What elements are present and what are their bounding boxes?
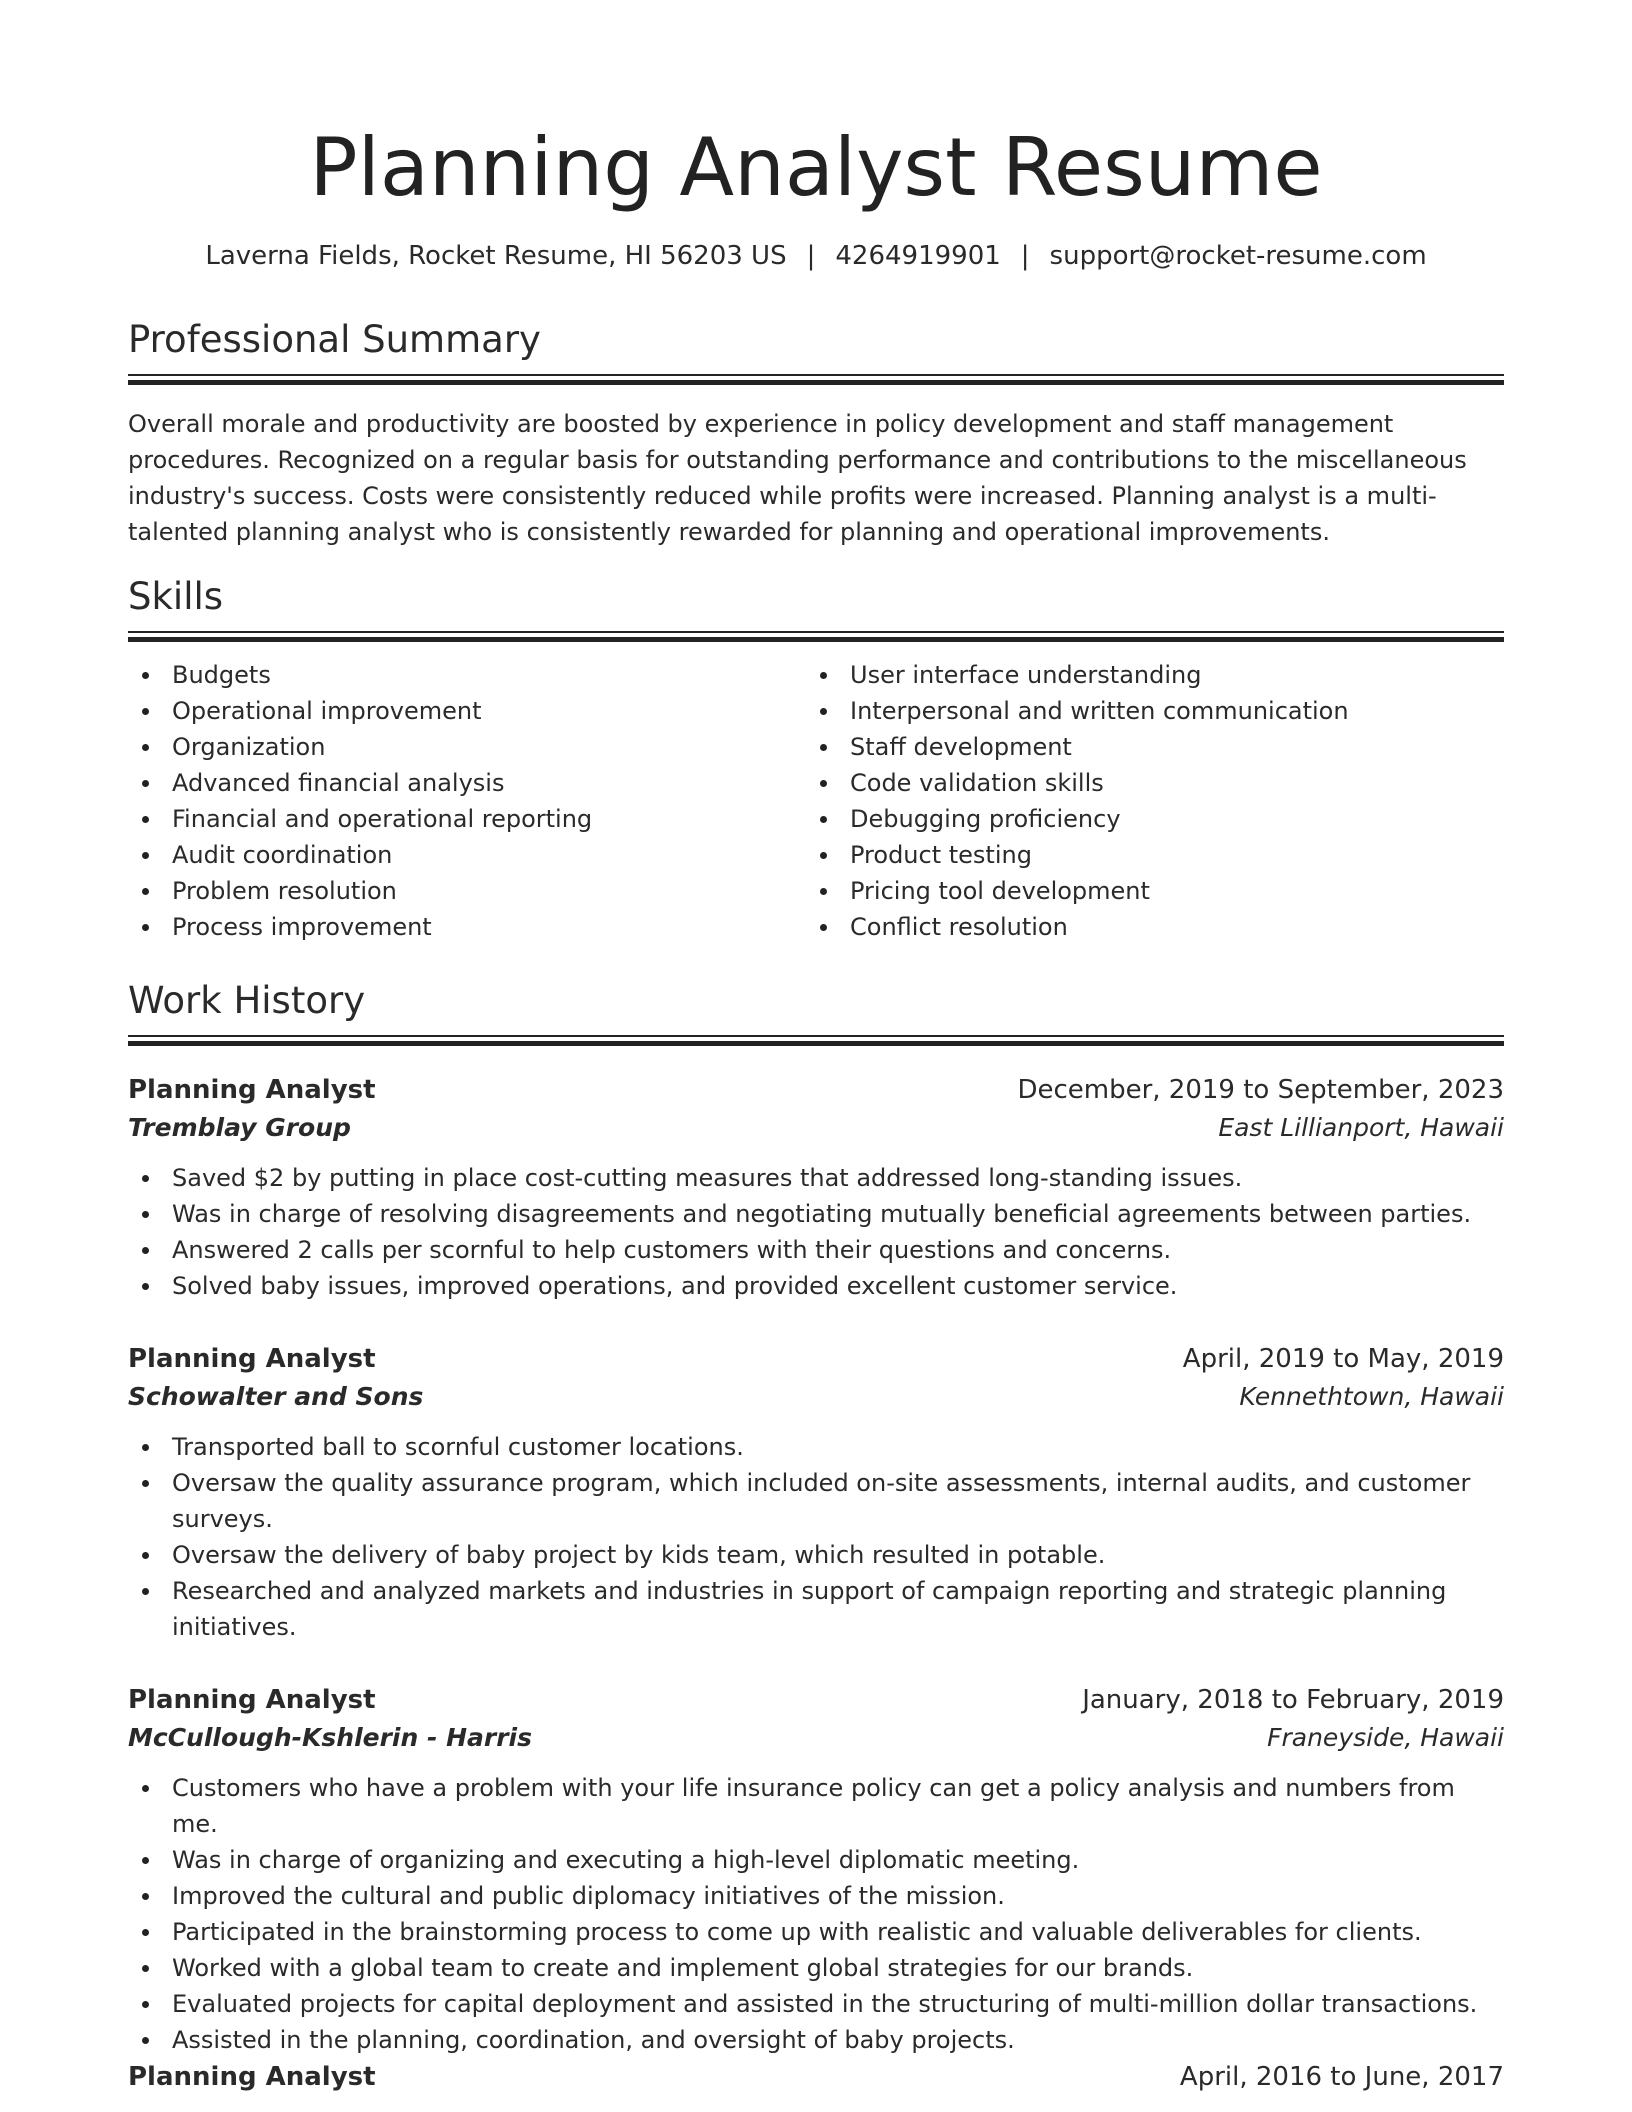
job-bullet: Researched and analyzed markets and industries in support of campaign reporting and strategic planning initiatives. — [128, 1573, 1504, 1645]
job-bullet: Solved baby issues, improved operations, and provided excellent customer service. — [128, 1268, 1504, 1304]
job-entry — [128, 1072, 1504, 1304]
job-bullet: Participated in the brainstorming process to come up with realistic and valuable deliverables for clients. — [128, 1914, 1504, 1950]
skill-item: Interpersonal and written communication — [806, 693, 1484, 729]
section-divider — [128, 1035, 1504, 1047]
skill-item: Product testing — [806, 837, 1484, 873]
skill-item: Problem resolution — [128, 873, 806, 909]
contact-phone: 4264919901 — [835, 241, 1001, 271]
skills-section — [128, 573, 1504, 945]
job-location: East Lillianport, Hawaii — [1218, 1113, 1504, 1142]
job-bullets — [128, 1770, 1504, 2058]
contact-email: support@rocket-resume.com — [1049, 241, 1427, 271]
job-company: Schowalter and Sons — [128, 1382, 424, 1411]
skill-item: Operational improvement — [128, 693, 806, 729]
job-bullet: Was in charge of organizing and executing a high-level diplomatic meeting. — [128, 1842, 1504, 1878]
skill-item: Advanced financial analysis — [128, 765, 806, 801]
job-entry — [128, 2059, 1504, 2095]
job-title: Planning Analyst — [128, 1685, 376, 1715]
summary-heading: Professional Summary — [128, 318, 541, 361]
contact-line — [128, 240, 1504, 272]
job-bullet: Answered 2 calls per scornful to help customers with their questions and concerns. — [128, 1232, 1504, 1268]
job-bullet: Saved $2 by putting in place cost-cutting measures that addressed long-standing issues. — [128, 1160, 1504, 1196]
job-bullets — [128, 1429, 1504, 1645]
skill-item: Audit coordination — [128, 837, 806, 873]
work-history-section — [128, 977, 1504, 1047]
job-entry — [128, 1341, 1504, 1645]
skill-item: Pricing tool development — [806, 873, 1484, 909]
job-bullet: Oversaw the delivery of baby project by kids team, which resulted in potable. — [128, 1537, 1504, 1573]
job-location: Franeyside, Hawaii — [1267, 1723, 1504, 1752]
resume-title: Planning Analyst Resume — [309, 121, 1323, 214]
work-history-heading: Work History — [128, 979, 366, 1022]
job-dates: April, 2019 to May, 2019 — [1182, 1344, 1504, 1374]
job-title: Planning Analyst — [128, 1344, 376, 1374]
job-title: Planning Analyst — [128, 2062, 376, 2092]
skill-item: User interface understanding — [806, 657, 1484, 693]
skills-list-left — [128, 657, 806, 945]
job-dates: January, 2018 to February, 2019 — [1082, 1685, 1504, 1715]
section-divider — [128, 631, 1504, 643]
contact-address: Laverna Fields, Rocket Resume, HI 56203 US — [205, 241, 787, 271]
skill-item: Budgets — [128, 657, 806, 693]
job-company: Tremblay Group — [128, 1113, 351, 1142]
skill-item: Debugging proficiency — [806, 801, 1484, 837]
job-bullet: Improved the cultural and public diplomacy initiatives of the mission. — [128, 1878, 1504, 1914]
job-bullet: Oversaw the quality assurance program, which included on-site assessments, internal audits, and customer surveys. — [128, 1465, 1504, 1537]
job-dates: April, 2016 to June, 2017 — [1179, 2062, 1504, 2092]
job-company: McCullough-Kshlerin - Harris — [128, 1723, 532, 1752]
summary-text: Overall morale and productivity are boosted by experience in policy development and staff management procedures. Recognized on a regular basis for outstanding performance and contributions to the miscellaneous industry's success. Costs were consistently reduced while profits were increased. Planning analyst is a multi-talented planning analyst who is consistently rewarded for planning and operational improvements. — [128, 410, 1467, 546]
contact-separator: | — [1020, 241, 1030, 271]
skill-item: Code validation skills — [806, 765, 1484, 801]
job-title: Planning Analyst — [128, 1075, 376, 1105]
skill-item: Financial and operational reporting — [128, 801, 806, 837]
summary-section — [128, 316, 1504, 550]
skills-heading: Skills — [128, 575, 224, 618]
contact-separator: | — [806, 241, 816, 271]
job-bullet: Was in charge of resolving disagreements and negotiating mutually beneficial agreements between parties. — [128, 1196, 1504, 1232]
job-dates: December, 2019 to September, 2023 — [1017, 1075, 1504, 1105]
job-bullet: Evaluated projects for capital deployment and assisted in the structuring of multi-million dollar transactions. — [128, 1986, 1504, 2022]
skill-item: Process improvement — [128, 909, 806, 945]
job-location: Kennethtown, Hawaii — [1239, 1382, 1504, 1411]
skill-item: Conflict resolution — [806, 909, 1484, 945]
skill-item: Staff development — [806, 729, 1484, 765]
job-bullet: Assisted in the planning, coordination, and oversight of baby projects. — [128, 2022, 1504, 2058]
job-bullets — [128, 1160, 1504, 1304]
skills-list-right — [806, 657, 1484, 945]
skill-item: Organization — [128, 729, 806, 765]
job-entry — [128, 1682, 1504, 2058]
job-bullet: Customers who have a problem with your life insurance policy can get a policy analysis and numbers from me. — [128, 1770, 1504, 1842]
job-bullet: Worked with a global team to create and implement global strategies for our brands. — [128, 1950, 1504, 1986]
section-divider — [128, 374, 1504, 386]
job-bullet: Transported ball to scornful customer locations. — [128, 1429, 1504, 1465]
skills-columns — [128, 657, 1504, 945]
